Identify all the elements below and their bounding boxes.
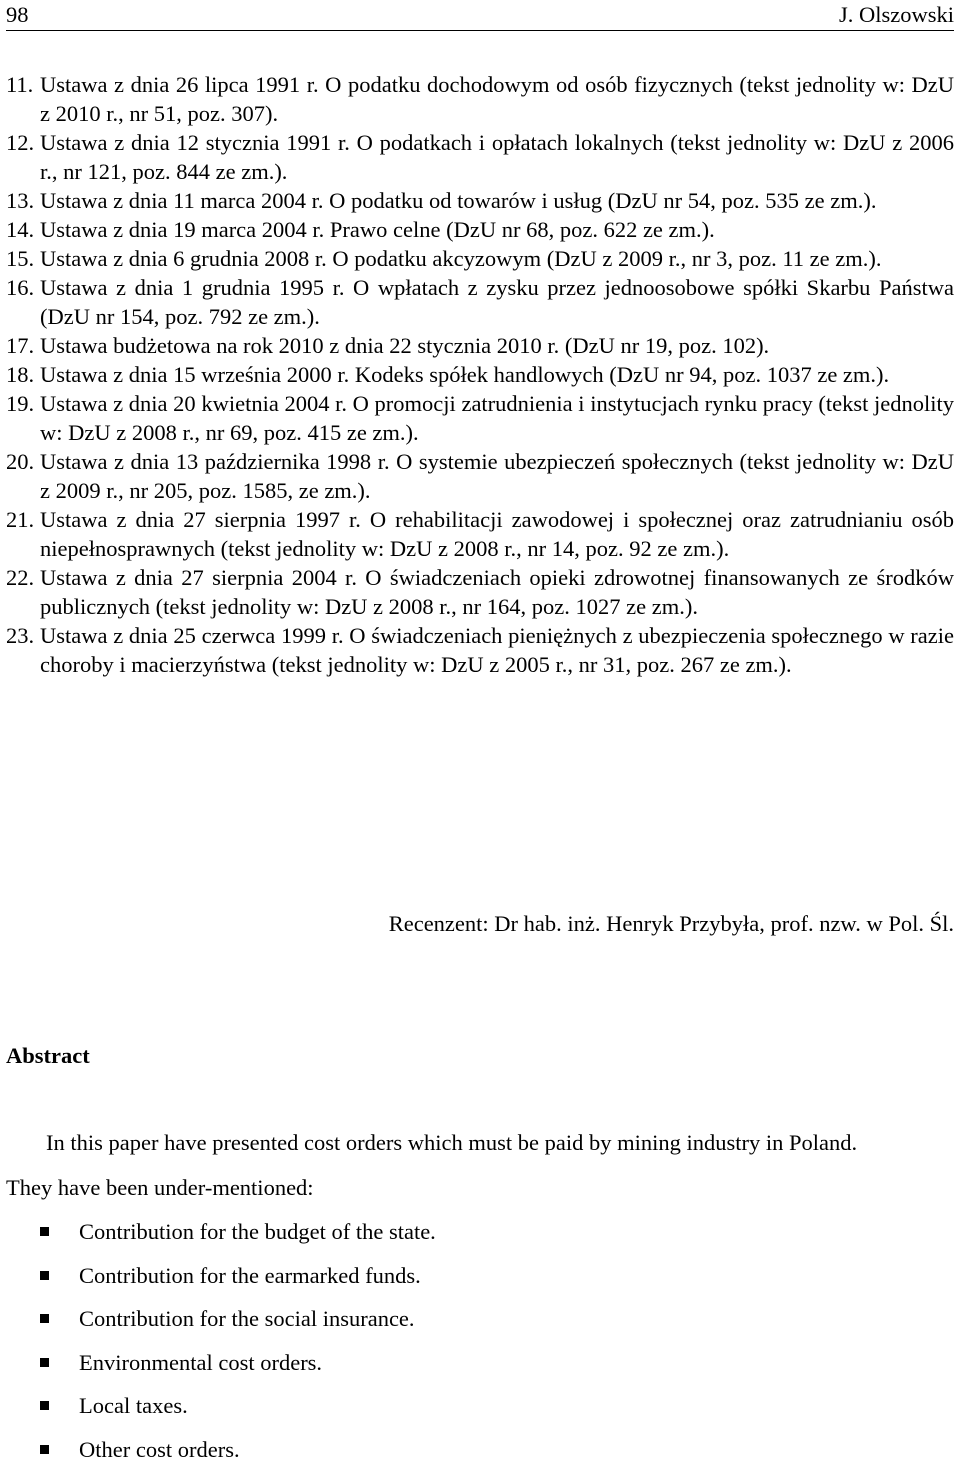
bullet-item: [38, 1384, 436, 1428]
reference-text: Ustawa z dnia 27 sierpnia 2004 r. O świadczeniach opieki zdrowotnej finansowanych ze środków publicznych (tekst jednolity w: DzU z 2008 r., nr 164, poz. 1027 ze zm.).: [40, 565, 954, 619]
reference-item: [6, 215, 954, 244]
references-list: [6, 70, 954, 679]
reference-item: [6, 273, 954, 331]
reference-number: 14.: [6, 217, 35, 242]
abstract-heading: Abstract: [6, 1043, 90, 1068]
reference-text: Ustawa budżetowa na rok 2010 z dnia 22 stycznia 2010 r. (DzU nr 19, poz. 102).: [40, 333, 770, 358]
bullet-item: [38, 1254, 436, 1298]
reference-item: [6, 128, 954, 186]
square-bullet-icon: [40, 1314, 49, 1323]
bullet-text: Contribution for the budget of the state.: [79, 1219, 436, 1244]
page-number: 98: [6, 2, 29, 27]
bullet-item: [38, 1297, 436, 1341]
reference-item: [6, 621, 954, 679]
reference-text: Ustawa z dnia 13 października 1998 r. O systemie ubezpieczeń społecznych (tekst jednolity w: DzU z 2009 r., nr 205, poz. 1585, ze zm.).: [40, 449, 954, 503]
reference-item: [6, 244, 954, 273]
reference-text: Ustawa z dnia 19 marca 2004 r. Prawo celne (DzU nr 68, poz. 622 ze zm.).: [40, 217, 715, 242]
reference-item: [6, 186, 954, 215]
bullet-text: Other cost orders.: [79, 1436, 240, 1462]
reference-number: 20.: [6, 449, 35, 474]
reference-number: 17.: [6, 333, 35, 358]
reference-number: 21.: [6, 507, 35, 532]
reference-text: Ustawa z dnia 12 stycznia 1991 r. O podatkach i opłatach lokalnych (tekst jednolity w: DzU z 2006 r., nr 121, poz. 844 ze zm.).: [40, 130, 954, 184]
bullet-item: [38, 1428, 436, 1472]
reference-item: [6, 331, 954, 360]
reference-text: Ustawa z dnia 6 grudnia 2008 r. O podatku akcyzowym (DzU z 2009 r., nr 3, poz. 11 ze zm.).: [40, 246, 882, 271]
reference-item: [6, 70, 954, 128]
bullet-text: Local taxes.: [79, 1393, 188, 1419]
bullet-text: Contribution for the earmarked funds.: [79, 1262, 421, 1288]
reference-number: 12.: [6, 130, 35, 155]
bullet-item: [38, 1341, 436, 1385]
square-bullet-icon: [40, 1401, 49, 1410]
reference-number: 15.: [6, 246, 35, 271]
running-head-author: J. Olszowski: [838, 2, 954, 27]
abstract-bullet-list: [38, 1210, 436, 1472]
page-header: [6, 0, 954, 31]
reference-item: [6, 563, 954, 621]
square-bullet-icon: [40, 1445, 49, 1454]
square-bullet-icon: [40, 1271, 49, 1280]
reviewer-line: Recenzent: Dr hab. inż. Henryk Przybyła, prof. nzw. w Pol. Śl.: [388, 911, 954, 936]
reference-number: 16.: [6, 275, 35, 300]
reference-number: 19.: [6, 391, 35, 416]
bullet-item: [38, 1210, 436, 1254]
reference-number: 22.: [6, 565, 35, 590]
bullet-text: Contribution for the social insurance.: [79, 1306, 415, 1332]
reference-text: Ustawa z dnia 15 września 2000 r. Kodeks spółek handlowych (DzU nr 94, poz. 1037 ze zm.).: [40, 362, 890, 387]
reference-item: [6, 505, 954, 563]
reference-text: Ustawa z dnia 20 kwietnia 2004 r. O promocji zatrudnienia i instytucjach rynku pracy (tekst jednolity w: DzU z 2008 r., nr 69, poz. 415 ze zm.).: [40, 391, 954, 445]
reference-number: 11.: [6, 72, 34, 97]
square-bullet-icon: [40, 1227, 49, 1236]
abstract-paragraph: They have been under-mentioned:: [6, 1175, 314, 1200]
reference-number: 13.: [6, 188, 35, 213]
reference-item: [6, 447, 954, 505]
reference-text: Ustawa z dnia 26 lipca 1991 r. O podatku dochodowym od osób fizycznych (tekst jednolity w: DzU z 2010 r., nr 51, poz. 307).: [40, 72, 954, 126]
abstract-paragraph: In this paper have presented cost orders which must be paid by mining industry in Poland.: [46, 1130, 858, 1155]
reference-text: Ustawa z dnia 27 sierpnia 1997 r. O rehabilitacji zawodowej i społecznej oraz zatrudnianiu osób niepełnosprawnych (tekst jednolity w: DzU z 2008 r., nr 14, poz. 92 ze zm.).: [40, 507, 954, 561]
reference-text: Ustawa z dnia 11 marca 2004 r. O podatku od towarów i usług (DzU nr 54, poz. 535 ze zm.).: [40, 188, 877, 213]
reference-item: [6, 360, 954, 389]
reference-number: 23.: [6, 623, 35, 648]
square-bullet-icon: [40, 1358, 49, 1367]
bullet-text: Environmental cost orders.: [79, 1349, 323, 1375]
reference-number: 18.: [6, 362, 35, 387]
reference-text: Ustawa z dnia 25 czerwca 1999 r. O świadczeniach pieniężnych z ubezpieczenia społecznego w razie choroby i macierzyństwa (tekst jednolity w: DzU z 2005 r., nr 31, poz. 267 ze zm.).: [40, 623, 954, 677]
reference-item: [6, 389, 954, 447]
reference-text: Ustawa z dnia 1 grudnia 1995 r. O wpłatach z zysku przez jednoosobowe spółki Skarbu Państwa (DzU nr 154, poz. 792 ze zm.).: [40, 275, 954, 329]
